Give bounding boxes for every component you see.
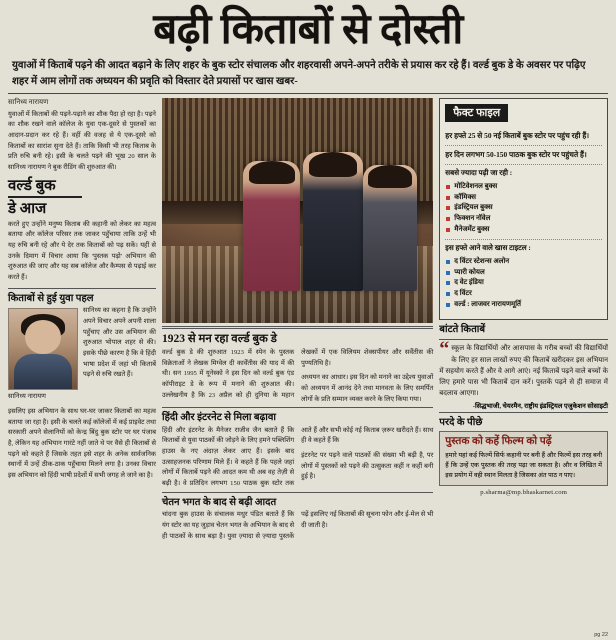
quote-mark-icon: “	[439, 338, 450, 361]
list-item: प्यारी कोयल	[454, 267, 602, 278]
portrait-torso	[14, 354, 71, 389]
story2-title: हिंदी और इंटरनेट से मिला बढ़ावा	[161, 412, 277, 424]
pull-quote-underline	[8, 196, 82, 198]
list-item: वर्ल्ड : लाजवर नारायणमूर्ति	[454, 299, 602, 310]
paragraph: इसलिए इस अभियान के साथ घर-घर जाकर किताबों का महत्व बताया जा रहा है। इसी के चलते कई कॉलेजों में कई प्राइवेट तथा सरकारी अपने सेलानियों को केन्द्र बिंदु बुक स्टोर पर घर पंजाब है, लेकिन यह अभियान गारंटे नहीं जाते थे पर वैसे ही किताबों से पढ़ने को कहते हैं जिसके तहत इसे शहर के अनेक सार्वजनिक स्थानों में उन्हें ठीक-ठाक पहुँचाया मिलने लगा है। उनका विचार इस अभियान को हिंदी भाषी प्रदेशों में सभी जगह ले जाने का है।	[8, 407, 156, 479]
hair	[368, 165, 411, 188]
byline: सानिध्य नारायण	[8, 97, 49, 106]
fact-group-label: सबसे ज्यादा पढ़ी जा रही :	[445, 168, 513, 177]
list-item: द विंटर	[454, 288, 602, 299]
paragraph: हिंदी और इंटरनेट के मैनेजर राजीव जैन बताते हैं कि किताबों से युवा पाठकों की जोड़ने के लिए हमने पब्लिशिंग हाउस के नए अंदाज़ लेकर आए हैं। इसके बाद उत्साहजनक परिणाम मिले हैं। वे कहते हैं कि पहले जहां लोगों में किताबें पढ़ने की आदत कम थी अब वह तेज़ी से बढ़ी है। वे प्रतिदिन लगभग 150 पाठक बुक स्टोर तक आते हैं और सभी कोई नई किताब ज़रूर खरीदते हैं। साथ ही वे कहते हैं कि	[161, 426, 434, 488]
left-column	[8, 98, 156, 543]
list-item: मोटिवेशनल बुक्स	[454, 181, 602, 192]
paragraph: युवाओं में किताबों की पढ़ने-पढ़ाने का शौक पैदा हो रहा है। पढ़ने का शौक रखने वाले कॉलेज के युवा एक-दूसरे से पुस्तकों का आदान-प्रदान कर रहे हैं। वहीं की वजह से ये एक-दूसरे को किताबों का सारांश सुना देते हैं। ताकि किसी भी तरह किताब के प्रति रुचि बनी रहे। इसी के चलते पढ़ने की भूख 20 साल के सानिध्य नारायण ने बुक रीडिंग की शुरुआत की।	[8, 110, 156, 172]
deck-text: युवाओं में किताबें पढ़ने की आदत बढ़ाने के लिए शहर के बुक स्टोर संचालक और शहरवासी अपने-अपने तरीके से प्रयास कर रहे हैं। वर्ल्ड बुक डे के अवसर पर पढ़िए शहर में आम लोगों तक अध्ययन की प्रवृति को विस्तार देते प्रयासों पर खास खबर-	[12, 60, 586, 87]
page-title: बढ़ी किताबों से दोस्ती	[153, 7, 463, 53]
left-sub-heading: किताबों से हुई युवा पहल	[8, 292, 94, 304]
hair	[309, 152, 357, 177]
person-figure	[243, 161, 300, 292]
quote-heading: बांटते किताबें	[439, 323, 486, 335]
story1-title: 1923 से मन रहा वर्ल्ड बुक डे	[161, 332, 277, 345]
fact-group	[445, 165, 602, 240]
fact-group-list	[445, 256, 602, 310]
story3-body	[162, 510, 433, 542]
list-item: फिक्शन नॉवेल	[454, 213, 602, 224]
page-mark: pg 22	[594, 632, 608, 638]
photo-caption: सानिध्य नारायण	[8, 393, 46, 401]
story2-body	[162, 426, 433, 490]
list-item: द विंटर स्टेशन्स अलोन	[454, 256, 602, 267]
story3-title: चेतन भगत के बाद से बढ़ी आदत	[161, 496, 277, 508]
film-note-text: हमारे यहां कई फिल्में सिर्फ कहानी पर बनी हैं और फिल्में इस तरह बनी हैं कि उन्हें एक पुस्तक की तरह पढ़ा जा सकता है। और व लिखित में इस प्रयोग में वही स्थान मिलता है जिसका अंत पाठ न पाए।	[445, 451, 602, 479]
paragraph: चांदना बुक हाउस के संचालक मधुर पंडित बताते हैं कि यंग स्टोर का यह जुड़ाव चेतन भगत के अभियान के बाद से ही पाठकों के साथ बढ़ा है। युवा ज़्यादा से ज़्यादा पुस्तकें पढ़ें इसलिए नई किताबों की सूचना फोन और ई-मेल से भी दी जाती है।	[161, 511, 434, 540]
main-photo	[162, 98, 433, 323]
film-note-title: पुस्तक को कहें फिल्म को पढ़ें	[445, 435, 552, 447]
divider	[162, 492, 433, 493]
right-column	[439, 98, 608, 543]
film-note-box	[439, 431, 608, 486]
contact-email: p.sharma@mp.bhaskarnet.com	[480, 489, 568, 497]
list-item: कॉमिक्स	[454, 192, 602, 203]
pull-quote-line2: डे आज	[8, 201, 47, 218]
paragraph: करते हुए उन्होंने मनुष्य किताब की कहानी को लेकर का महत्व बताया और कॉलेज परिसर तक जाकर पहुँचाया ताकि उन्हें भी यह रुचि बनी रहे और ये देर तक किताबों को पढ़ सकें। यहीं से उनके दिमाग में विचार आया कि 'पुस्तक पढ़ो' अभियान की शुरुआत की जाए और यह सब कॉलेज और कैम्पस से पढ़ाई कर करते हैं।	[8, 220, 156, 282]
list-item: मैनेजमेंट बुक्स	[454, 224, 602, 235]
paragraph: इंटरनेट पर पढ़ने वाले पाठकों की संख्या भी बढ़ी है, पर लोगों में पुस्तकों को पढ़ने की उत्सुकता कहीं न कहीं बनी हुई है।	[301, 452, 434, 481]
person-figure	[303, 152, 363, 292]
paragraph: अध्ययन का आधार। इस दिन को मनाने का उद्देश्य युवाओं को अध्ययन में आनंद देने तथा मानवता के लिए समर्पित लोगों के प्रति सम्मान व्यक्त करने के लिए किया गया।	[301, 374, 434, 403]
left-body	[8, 110, 156, 284]
person-figure	[363, 165, 417, 291]
portrait-face	[25, 320, 60, 354]
hair	[249, 161, 295, 184]
paragraph: सानिध्य का कहना है कि उन्होंने अपने विचार अपने अपनी शाला पहुँचाए और उस अभियान की शुरुआत भोपाल शहर से की। इसके पीछे कारण है कि वे हिंदी भाषा प्रदेश में जहां भी किताबें पढ़ने से रुचि रखते हैं।	[83, 307, 156, 379]
divider	[439, 412, 608, 413]
fact-group	[445, 240, 602, 314]
list-item: इंडस्ट्रियल बुक्स	[454, 202, 602, 213]
fact-item: हर दिन लगभग 50-150 पाठक बुक स्टोर पर पहुंचते हैं।	[445, 146, 602, 165]
pull-quote-line1: वर्ल्ड बुक	[8, 177, 56, 194]
portrait-photo	[8, 308, 78, 390]
behind-the-scenes-title: परदे के पीछे	[439, 417, 483, 429]
divider	[8, 288, 156, 289]
fact-group-list	[445, 181, 602, 235]
story1-body	[162, 348, 433, 405]
quote-box	[439, 339, 608, 410]
fact-item: हर हफ्ते 25 से 50 नई किताबें बुक स्टोर पर पहुंच रही हैं।	[445, 127, 602, 146]
fact-file-title: फैक्ट फाइल	[445, 104, 508, 122]
quote-attribution: -सिद्धभाजी, चेयरमैन, राष्ट्रीय इंडस्ट्रियल एजुकेशन सोसाइटी	[472, 403, 608, 411]
list-item: द वेट इंडिया	[454, 277, 602, 288]
fact-group-label: इस हफ्ते आने वाले खास टाइटल :	[445, 243, 531, 252]
fact-file-box	[439, 98, 608, 320]
paragraph: वर्ल्ड बुक डे की शुरुआत 1923 में स्पेन के पुस्तक विक्रेताओं ने लेखक मिग्वेल दी कार्वेंतीस की याद में की थी। सन 1995 में यूनेस्को ने इस दिन को वर्ल्ड बुक एंड कॉपीराइट डे के रूप में मनाने की शुरुआत की। उल्लेखनीय है कि 23 अप्रैल को ही दुनिया के महान लेखकों में एक विलियम शेक्सपीयर और सर्वेंतीस की पुण्यतिथि है।	[161, 348, 434, 399]
divider	[162, 407, 433, 408]
content-grid	[8, 98, 608, 543]
quote-text: स्कूल के विद्यार्थियों और आसपास के गरीब बच्चों की विद्यार्थियों के लिए हर साल लाखों रुपए की किताबें खरीदकर इस अभियान में सहयोग करते हैं और वे आगे आएं। नई किताबें पढ़ने वाले बच्चों के लिए हमारे पास भी किताबें दान करें। पुस्तकें पढ़ने से ही समाज में बदलाव आएगा।	[439, 344, 608, 398]
divider	[8, 93, 608, 94]
middle-column	[162, 98, 433, 543]
divider	[162, 326, 433, 329]
